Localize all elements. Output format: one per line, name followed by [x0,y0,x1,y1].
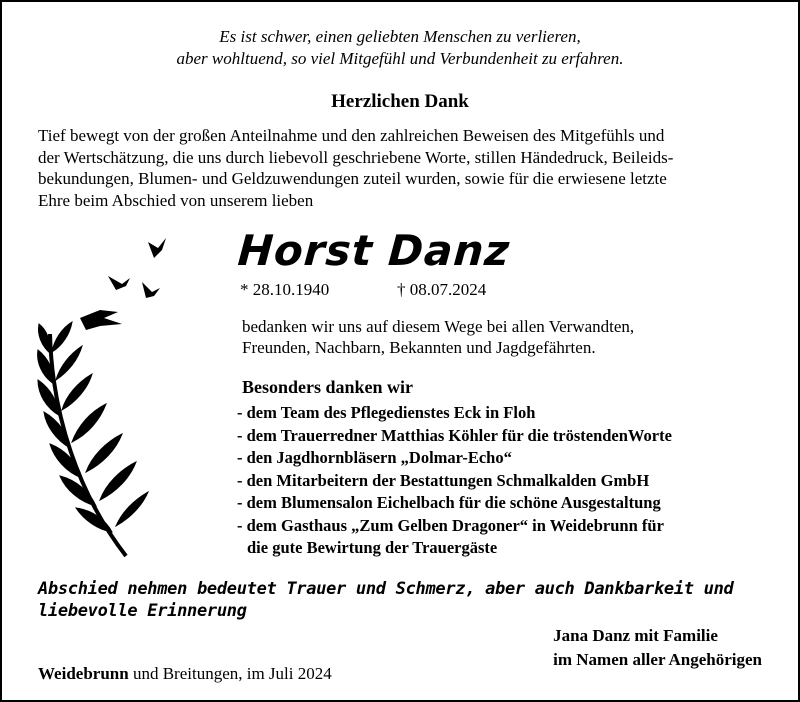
quote-line: Es ist schwer, einen geliebten Menschen zu verlieren, [219,27,581,46]
closing-line: Abschied nehmen bedeutet Trauer und Schmerz, aber auch Dankbarkeit und [38,579,734,599]
signature [553,624,762,672]
list-item: - dem Team des Pflegedienstes Eck in Floh [237,403,536,422]
memorial-artwork [30,234,200,564]
intro-line: der Wertschätzung, die uns durch liebevoll geschriebene Worte, stillen Händedruck, Beileids- [38,147,674,167]
intro-line: Tief bewegt von der großen Anteilnahme und den zahlreichen Beweisen des Mitgefühls und [38,126,665,145]
heading: Herzlichen Dank [331,91,469,112]
deceased-name: Horst Danz [236,226,512,275]
flying-birds-icon [80,238,166,330]
list-item: - dem Gasthaus „Zum Gelben Dragoner“ in Weidebrunn für [237,515,664,535]
thanks-line: Freunden, Nachbarn, Bekannten und Jagdgefährten. [242,338,596,357]
closing-line: liebevolle Erinnerung [38,601,247,621]
quote-line: aber wohltuend, so viel Mitgefühl und Verbundenheit zu erfahren. [176,49,624,68]
thanks-line: bedanken wir uns auf diesem Wege bei allen Verwandten, [242,317,635,336]
list-item: - dem Trauerredner Matthias Köhler für die tröstendenWorte [237,425,672,445]
list-item: - dem Blumensalon Eichelbach für die schöne Ausgestaltung [237,493,661,512]
place-rest: und Breitungen, im Juli 2024 [132,664,332,683]
place-town: Weidebrunn [38,664,129,683]
thanks-text [242,316,762,358]
special-thanks-list [237,402,672,560]
special-thanks-title: Besonders danken wir [242,377,414,397]
death-date: † 08.07.2024 [397,280,487,299]
list-item: - den Mitarbeitern der Bestattungen Schmalkalden GmbH [237,470,650,490]
place-date [38,664,332,684]
list-item: die gute Bewirtung der Trauergäste [247,538,498,557]
birth-date: * 28.10.1940 [240,280,330,299]
intro-line: Ehre beim Abschied von unserem lieben [38,190,314,210]
closing-text [38,578,778,622]
signature-line: im Namen aller Angehörigen [553,650,762,669]
intro-text [38,125,778,211]
signature-line: Jana Danz mit Familie [553,626,718,645]
intro-line: bekundungen, Blumen- und Geldzuwendungen zuteil wurden, sowie für die erwiesene letzte [38,169,667,188]
quote [2,26,798,70]
palm-branch-icon [38,322,148,556]
list-item: - den Jagdhornbläsern „Dolmar-Echo“ [237,448,512,467]
